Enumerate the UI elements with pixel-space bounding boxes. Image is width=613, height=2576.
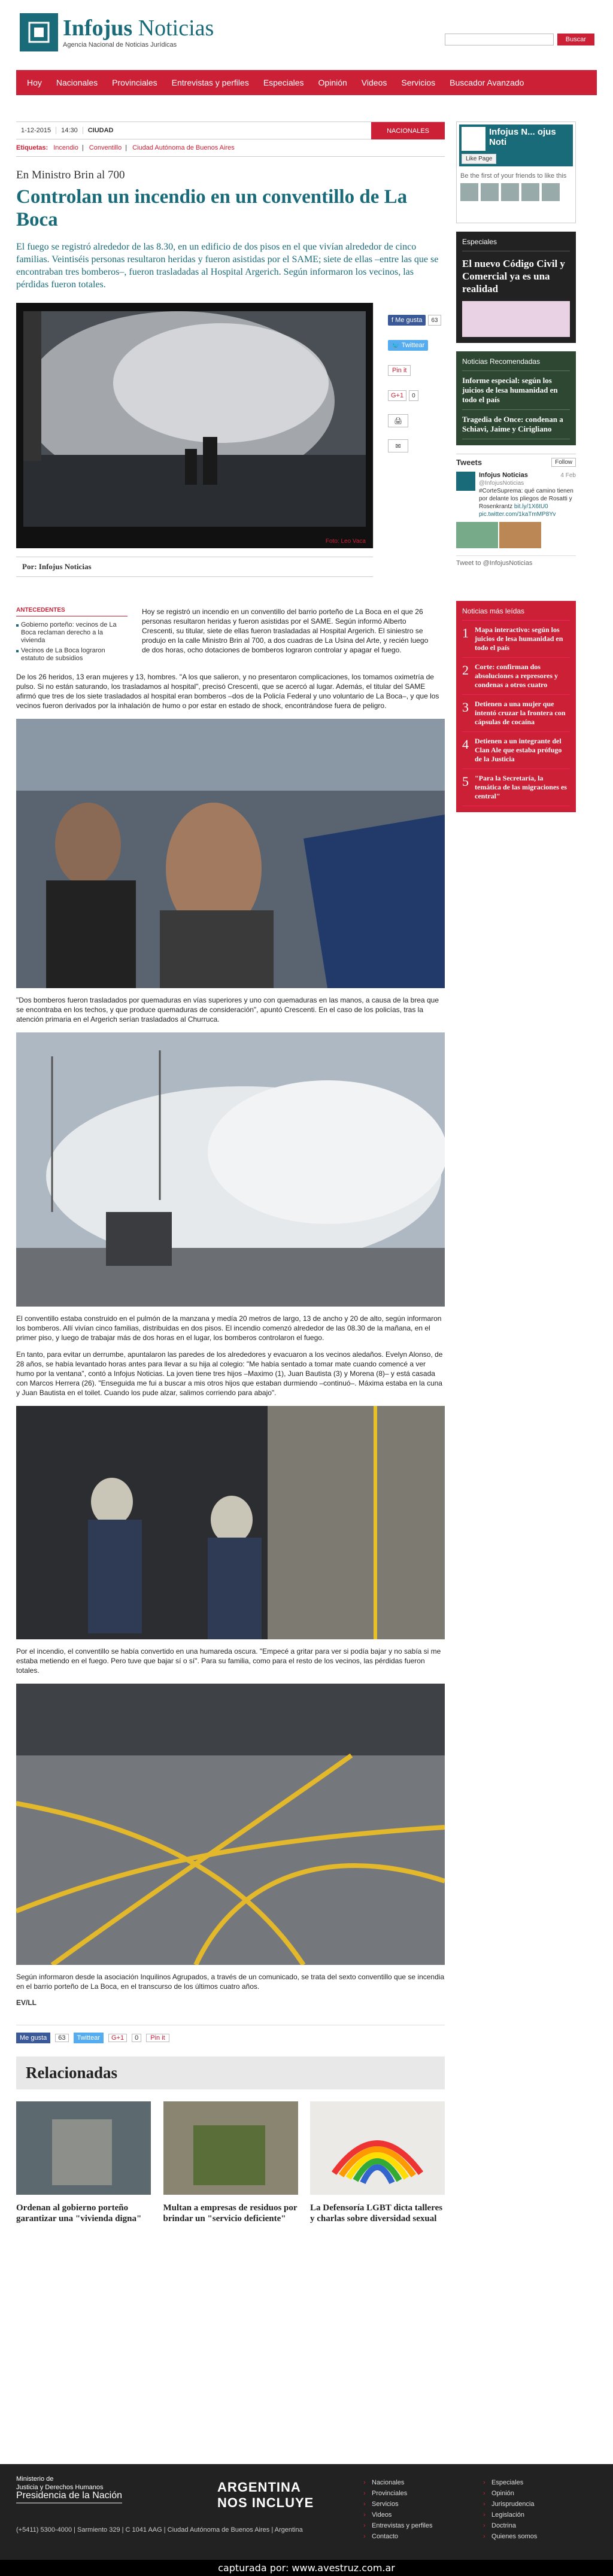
share-panel [373,303,445,548]
recomendadas-widget [456,351,576,445]
nav-item[interactable]: Hoy [27,78,42,87]
mas-leida-item[interactable] [462,695,570,732]
mas-leida-title: Detienen a un integrante del Clan Ale que estaba prófugo de la Justicia [475,737,562,763]
article-photo-1[interactable] [16,719,445,988]
logo-tagline: Agencia Nacional de Noticias Jurídicas [63,41,177,48]
facebook-count: 63 [55,2034,68,2042]
mas-leidas-title: Noticias más leídas [462,607,570,621]
facebook-widget-text: Be the first of your friends to like this [460,172,567,180]
facebook-page-name: Infojus N... ojus Noti [489,127,556,147]
google-plus-count: 0 [409,390,418,401]
footer-link[interactable]: › Quienes somos [483,2531,537,2542]
logo-text [63,16,214,48]
tweet-button[interactable]: Twittear [74,2033,104,2043]
tag-link[interactable]: Conventillo [89,144,122,151]
antecedentes-box [16,607,142,665]
photo-firefighters-image [16,1406,445,1639]
footer-address: (+5411) 5300-4000 | Sarmiento 329 | C 1041 AAG | Ciudad Autónoma de Buenos Aires | Argentina [16,2526,303,2534]
article-byline: Por: Infojus Noticias [16,557,373,577]
article-paragraph: El conventillo estaba construido en el pulmón de la manzana y medía 20 metros de largo, 13 de ancho y 20 de alto, según informaron los bomberos. Allí vivían cinco familias, distribuidas en dos pisos. El incendio comenzó alrededor de las 08.30 de la mañana, en el primer piso, y luego de trabajar más de dos horas en el lugar, los bomberos controlaron el fuego. [16,1314,442,1342]
footer-links-2 [483,2477,537,2542]
nav-item[interactable]: Servicios [401,78,436,87]
tweet-label: Twittear [401,342,425,349]
ministerio-logo[interactable] [16,2475,122,2504]
search-input[interactable] [445,34,554,45]
footer-link[interactable]: › Entrevistas y perfiles [363,2520,432,2531]
related-item[interactable] [16,2101,151,2224]
mas-leida-title: "Para la Secretaría, la temática de las migraciones es central" [475,774,567,800]
nav-item[interactable]: Provinciales [112,78,157,87]
mas-leida-title: Detienen a una mujer que intentó cruzar la frontera con cápsulas de cocaína [475,700,566,726]
article-date: 1-12-2015 [16,127,56,134]
tag-link[interactable]: Incendio [53,144,78,151]
twitter-follow-button[interactable]: Follow [551,458,576,467]
footer-link[interactable]: › Jurisprudencia [483,2499,537,2510]
google-plus-button[interactable]: G+1 [388,390,406,401]
tweet-button[interactable] [388,340,428,351]
nav-item[interactable]: Opinión [318,78,347,87]
tweet-to-link[interactable]: Tweet to @InfojusNoticias [456,555,576,567]
especiales-title: Especiales [462,238,570,251]
nav-item[interactable]: Entrevistas y perfiles [171,78,249,87]
article-kicker: En Ministro Brin al 700 [16,169,125,181]
tweet-user[interactable]: Infojus Noticias [479,472,528,479]
article-paragraph: "Dos bomberos fueron trasladados por quemaduras en vías superiores y uno con quemaduras en las manos, a causa de la brea que se encontraba en los techos, y que produce quemaduras de consideración", apuntó Crescenti. En el caso de los policías, tras la atención primaria en el Argerich serían trasladados al Churruca. [16,996,439,1023]
mas-leidas-widget [456,601,576,812]
facebook-page-logo-icon [462,127,485,151]
google-plus-count: 0 [132,2034,141,2042]
related-list [16,2101,445,2224]
site-footer [0,2464,613,2560]
photo-smoke-image [16,1032,445,1307]
article-photo-2[interactable] [16,1032,445,1307]
article-paragraph: Hoy se registró un incendio en un conventillo del barrio porteño de La Boca en el que 26 personas resultaron heridas y fueron asistidas por el SAME. Según informó Alberto Crescenti, su titular, siete de ellas fueron trasladadas al Hospital Argerich. El siniestro se produjo en la calle Ministro Brin al 700, a dos cuadras de La Usina del Arte, y recién luego de dos horas, ocho dotaciones de bomberos lograron controlar y apagar el fuego. [142,607,429,654]
pinterest-button[interactable]: Pin it [388,365,411,376]
tweet-handle: @InfojusNoticias [479,480,524,487]
related-item-title: Multan a empresas de residuos por brindar un "servicio deficiente" [163,2203,298,2223]
footer-link[interactable]: › Videos [363,2510,432,2520]
capture-caption: capturada por: www.avestruz.com.ar [0,2560,613,2576]
related-item[interactable] [163,2101,298,2224]
mas-leida-rank: 2 [462,663,469,678]
recomendadas-title: Noticias Recomendadas [462,357,570,371]
search-button[interactable]: Buscar [557,34,594,45]
recomendada-item[interactable]: Informe especial: según los juicios de lesa humanidad en todo el país [462,371,570,410]
facebook-icon: f [392,317,396,324]
article-paragraph: De los 26 heridos, 13 eran mujeres y 13, hombres. "A los que salieron, y no presentaron complicaciones, los tomamos oximetría de pulso. Si no están saturando, los trasladamos al hospital", precisó Crescenti, que se acercó al lugar. Además, el titular del SAME afirmó que tres de los siete trasladados al hospital eran bomberos –dos de la Policía Federal y uno voluntario de La Boca–, y que los vecinos fueron derivados por la inhalación de humo o por estar en estado de shock, encontrándose fuera de peligro. [16,673,439,710]
tweet-date: 4 Feb [560,472,576,479]
twitter-icon: 🐦 [392,342,402,350]
related-item[interactable] [310,2101,445,2224]
presidencia-label: Presidencia de la Nación [16,2492,122,2504]
section-tag[interactable]: NACIONALES [371,122,445,139]
footer-link[interactable]: › Servicios [363,2499,432,2510]
especiales-headline[interactable]: El nuevo Código Civil y Comercial ya es una realidad [462,258,565,294]
recomendada-item[interactable]: Tragedia de Once: condenan a Schiavi, Jaime y Cirigliano [462,410,570,439]
article-paragraph: Según informaron desde la asociación Inquilinos Agrupados, a través de un comunicado, se trata del sexto conventillo que se incendia en el barrio porteño de La Boca, en el transcurso de los últimos cuatro años. [16,1973,445,1991]
google-plus-button[interactable]: G+1 [108,2034,127,2042]
site-header [16,0,597,57]
related-item-title: Ordenan al gobierno porteño garantizar una "vivienda digna" [16,2203,142,2223]
argentina-logo[interactable] [217,2480,314,2511]
nav-item[interactable]: Buscador Avanzado [450,78,524,87]
facebook-like-page-button[interactable]: Like Page [462,154,496,164]
mas-leida-rank: 4 [462,737,469,752]
facebook-page-header[interactable] [459,124,573,166]
tag-link[interactable]: Ciudad Autónoma de Buenos Aires [132,144,235,151]
related-thumb [16,2101,151,2195]
article-photo-3[interactable] [16,1406,445,1639]
hero-image [23,311,366,527]
logo-mark-icon [20,13,58,51]
related-item-title: La Defensoría LGBT dicta talleres y charlas sobre diversidad sexual [310,2203,443,2223]
mas-leida-item[interactable] [462,658,570,695]
tweet-text: #CorteSuprema: qué camino tienen por delante los pliegos de Rosatti y Rosenkrantz [479,488,573,510]
article-time: 14:30 [56,127,83,134]
email-icon[interactable]: ✉ [388,439,408,452]
tweet-item [456,472,576,518]
pinterest-button[interactable]: Pin it [146,2034,169,2042]
main-nav [16,70,597,95]
article-lead: El fuego se registró alrededor de las 8.30, en un edificio de dos pisos en el que vivían alrededor de cinco familias. Veintiséis personas resultaron heridas y fueron asistidas por el SAME; siete de ellas –entre las que se encontraban tres bomberos–, fueron trasladadas al Hospital Argerich. Según informaron los vecinos, las pérdidas fueron totales. [16,242,439,290]
mas-leida-title: Corte: confirman dos absoluciones a represores y condenas a otros cuatro [475,663,559,689]
tags-row: Etiquetas: Incendio | Conventillo | Ciudad Autónoma de Buenos Aires [16,139,445,157]
facebook-like-button[interactable] [16,2033,50,2043]
share-bottom [16,2025,445,2043]
antecedentes-title: ANTECEDENTES [16,607,128,616]
article-paragraph: Por el incendio, el conventillo se había convertido en una humareda oscura. "Empecé a gritar para ver si podía bajar y no sabía si me estaba metiendo en el fuego. Pero tuve que bajar sí o sí". Para su familia, como para el resto de los vecinos, las pérdidas fueron totales. [16,1647,441,1675]
especiales-widget [456,232,576,343]
antecedente-link[interactable]: Vecinos de La Boca lograron estatuto de subsidios [16,647,128,663]
article-paragraph: En tanto, para evitar un derrumbe, apuntalaron las paredes de los alrededores y evacuaron a los vecinos aledaños. Evelyn Alonso, de 28 años, se había levantado horas antes para llevar a su hija al colegio: "Me había sentado a tomar mate cuando comencé a ver humo por la ventana", contó a Infojus Noticias. La joven tiene tres hijos –Maximo (1), Juan Bautista (3) y Morena (8)– y está casada con Marcos Herrera (26). "Enseguida me fui a buscar a mis otros hijos que estaban durmiendo –continuó–. Máxima estaba en la cuna y Juan Bautista en el toilet. Cuando los pude alzar, salimos corriendo para abajo". [16,1350,443,1397]
mas-leida-item[interactable] [462,769,570,806]
argentina-line-1: ARGENTINA [217,2480,301,2495]
footer-link[interactable]: › Doctrina [483,2520,537,2531]
tweet-images[interactable] [456,522,576,548]
photo-neighbors-image [16,719,445,988]
hero-credit: Foto: Leo Vaca [325,538,366,545]
ministerio-line-1: Ministerio de [16,2475,54,2483]
related-thumb [310,2101,445,2195]
print-icon[interactable]: 🖨 [388,414,408,427]
nav-item[interactable]: Especiales [263,78,304,87]
facebook-widget [456,121,576,223]
footer-link[interactable]: › Legislación [483,2510,537,2520]
search-form [445,34,594,45]
article-section[interactable]: CIUDAD [87,127,114,134]
related-title: Relacionadas [16,2056,445,2089]
antecedente-link[interactable]: Gobierno porteño: vecinos de La Boca reclaman derecho a la vivienda [16,621,128,645]
mas-leida-rank: 5 [462,774,469,789]
nav-item[interactable]: Videos [361,78,387,87]
article-photo-4[interactable] [16,1684,445,1965]
facebook-count: 63 [428,315,441,326]
footer-link[interactable]: › Opinión [483,2488,537,2499]
related-thumb [163,2101,298,2195]
hero-photo[interactable] [16,303,373,548]
mas-leida-item[interactable] [462,732,570,769]
facebook-like-label: Me gusta [20,2034,47,2042]
site-logo[interactable] [20,13,214,51]
facebook-faces [457,183,575,201]
argentina-line-2: NOS INCLUYE [217,2495,314,2510]
footer-link[interactable]: › Nacionales [363,2477,432,2488]
tweets-title: Tweets [456,458,482,467]
tweet-link[interactable]: bit.ly/1X6tU0 pic.twitter.com/1kaTmMP8Yv [479,503,556,518]
twitter-widget [456,454,576,593]
facebook-like-button[interactable] [388,315,426,326]
sidebar [456,121,576,2224]
article-signature: EV/LL [16,1998,37,2007]
article-headline: Controlan un incendio en un conventillo de La Boca [16,186,408,230]
article-meta [16,121,445,139]
photo-hoses-image [16,1684,445,1965]
facebook-like-label: Me gusta [395,317,423,324]
especiales-image[interactable] [462,301,570,337]
mas-leida-title: Mapa interactivo: según los juicios de lesa humanidad en todo el país [475,625,563,652]
footer-link[interactable]: › Provinciales [363,2488,432,2499]
mas-leida-rank: 1 [462,625,469,640]
nav-item[interactable]: Nacionales [56,78,98,87]
footer-link[interactable]: › Especiales [483,2477,537,2488]
ministerio-line-2: Justicia y Derechos Humanos [16,2484,104,2491]
mas-leida-rank: 3 [462,700,469,715]
logo-name-2: Noticias [138,16,214,41]
footer-link[interactable]: › Contacto [363,2531,432,2542]
avatar[interactable] [456,472,475,491]
footer-links-1 [363,2477,432,2542]
mas-leida-item[interactable] [462,621,570,658]
tags-label: Etiquetas: [16,144,48,151]
logo-name-1: Infojus [63,16,133,41]
article-column [16,121,445,2224]
